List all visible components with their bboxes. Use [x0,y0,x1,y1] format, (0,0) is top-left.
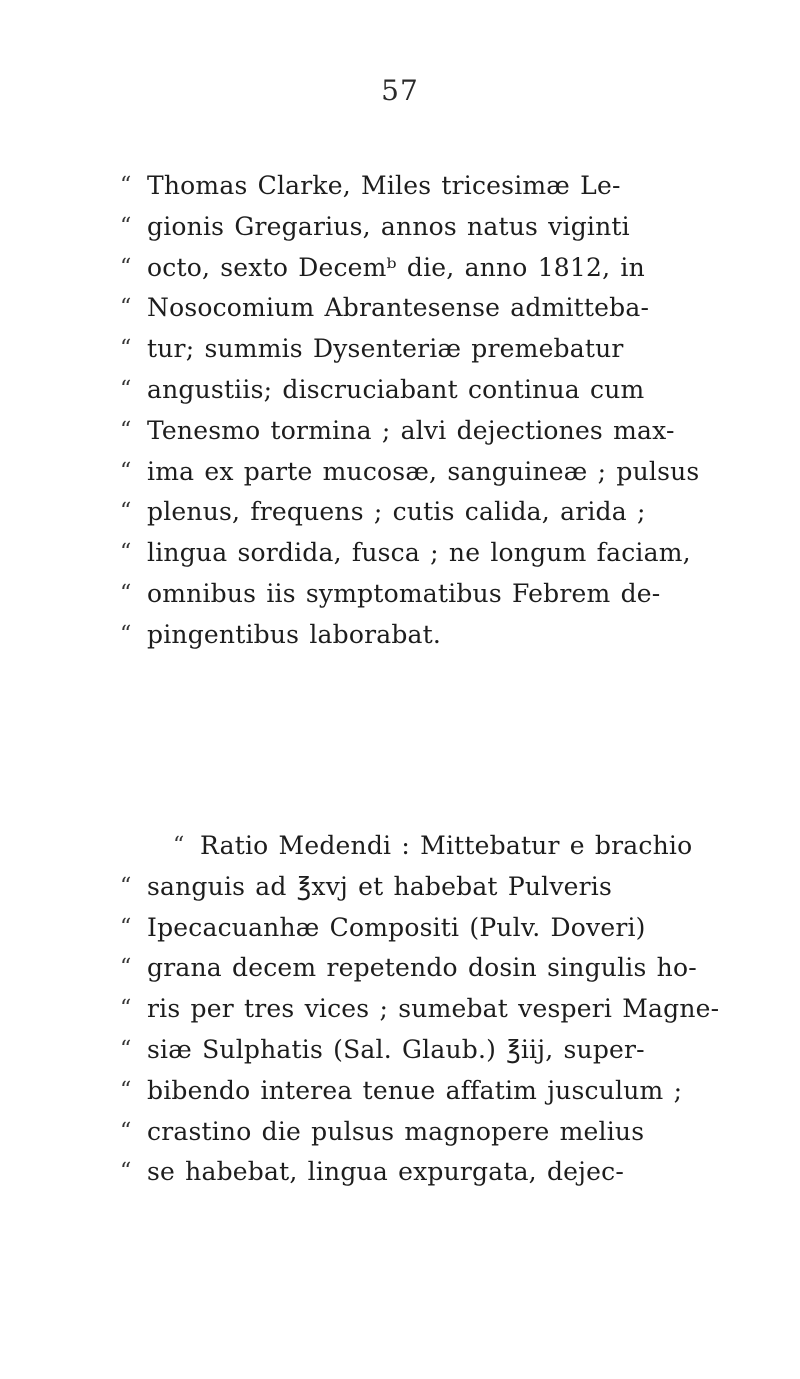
line-text: Tenesmo tormina ; alvi dejectiones max- [147,416,675,445]
quote-mark: “ [120,581,132,606]
text-line [0,1030,800,1070]
line-text: se habebat, lingua expurgata, dejec- [147,1157,624,1186]
quote-mark: “ [120,418,132,443]
text-line [0,1071,800,1111]
line-text: pingentibus laborabat. [147,620,442,649]
line-text: sanguis ad ℥xvj et habebat Pulveris [147,872,613,901]
quote-mark: “ [173,833,185,858]
text-line [0,288,800,328]
quote-mark: “ [120,499,132,524]
text-line [0,452,800,492]
text-line [0,166,800,206]
quote-mark: “ [120,874,132,899]
text-line [0,908,800,948]
quote-mark: “ [120,336,132,361]
quote-mark: “ [120,540,132,565]
text-line [0,370,800,410]
text-line [0,989,800,1029]
line-text: Ratio Medendi : Mittebatur e brachio [200,831,693,860]
text-line [0,492,800,532]
line-text: octo, sexto Decemᵇ die, anno 1812, in [147,253,645,282]
quote-mark: “ [120,1159,132,1184]
line-text: Ipecacuanhæ Compositi (Pulv. Doveri) [147,913,646,942]
text-line [0,948,800,988]
text-line [0,533,800,573]
line-text: ris per tres vices ; sumebat vesperi Magne- [147,994,720,1023]
line-text: Thomas Clarke, Miles tricesimæ Le- [147,171,621,200]
line-text: plenus, frequens ; cutis calida, arida ; [147,497,646,526]
quote-mark: “ [120,295,132,320]
text-line [0,207,800,247]
page-number: 57 [381,74,419,107]
quote-mark: “ [120,1037,132,1062]
text-line [0,1152,800,1192]
line-text: crastino die pulsus magnopere melius [147,1117,645,1146]
line-text: bibendo interea tenue affatim jusculum ; [147,1076,683,1105]
quote-mark: “ [120,1078,132,1103]
line-text: tur; summis Dysenteriæ premebatur [147,334,624,363]
quote-mark: “ [120,1119,132,1144]
line-text: gionis Gregarius, annos natus viginti [147,212,630,241]
quote-mark: “ [120,214,132,239]
line-text: ima ex parte mucosæ, sanguineæ ; pulsus [147,457,700,486]
text-line [0,574,800,614]
quote-mark: “ [120,955,132,980]
line-text: omnibus iis symptomatibus Febrem de- [147,579,661,608]
quote-mark: “ [120,622,132,647]
quote-mark: “ [120,173,132,198]
quote-mark: “ [120,459,132,484]
text-line [0,615,800,655]
text-line [0,411,800,451]
text-line [0,248,800,288]
quote-mark: “ [120,377,132,402]
line-text: angustiis; discruciabant continua cum [147,375,645,404]
text-line [0,867,800,907]
line-text: lingua sordida, fusca ; ne longum faciam, [147,538,691,567]
text-line [0,1112,800,1152]
line-text: siæ Sulphatis (Sal. Glaub.) ℥iij, super- [147,1035,645,1064]
quote-mark: “ [120,996,132,1021]
line-text: Nosocomium Abrantesense admitteba- [147,293,650,322]
text-line [0,826,800,866]
text-line [0,329,800,369]
quote-mark: “ [120,255,132,280]
quote-mark: “ [120,915,132,940]
line-text: grana decem repetendo dosin singulis ho- [147,953,697,982]
